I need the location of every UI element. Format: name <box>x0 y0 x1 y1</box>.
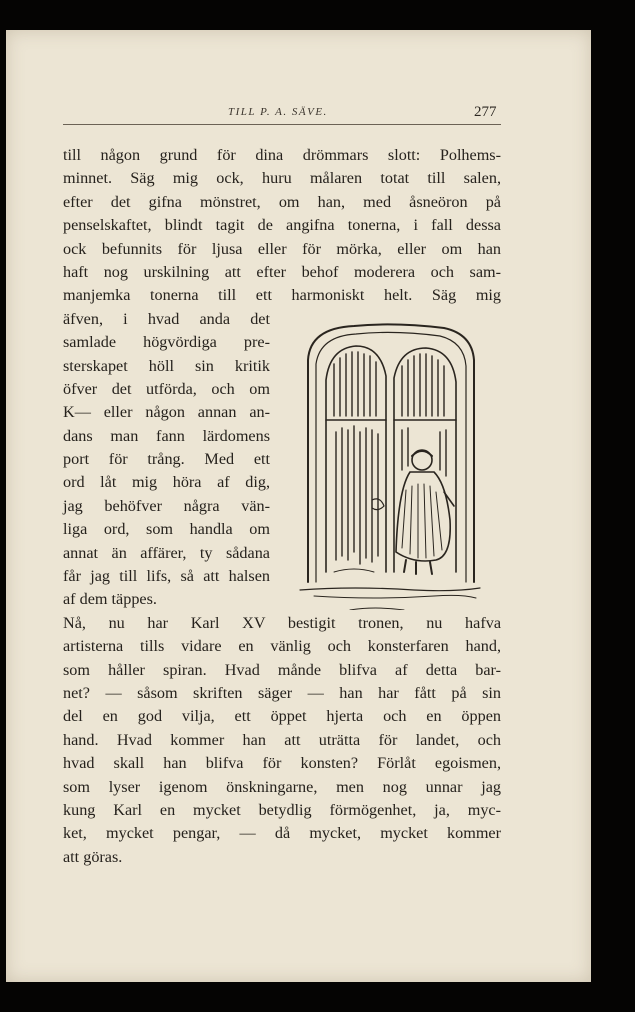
text-line: af dem täppes. <box>63 590 157 609</box>
text-line: öfver det utförda, och om <box>63 379 270 398</box>
text-line: hand. Hvad kommer han att uträtta för landet, och <box>63 730 501 749</box>
text-line: till någon grund för dina drömmars slott: Polhems- <box>63 146 501 164</box>
header-rule <box>63 124 501 125</box>
text-line: haft nog urskilning att efter behof moderera och sam- <box>63 262 501 281</box>
door-sketch-illustration <box>294 320 484 610</box>
text-line: sterskapet höll sin kritik <box>63 356 270 375</box>
text-line: jag behöfver några vän- <box>63 496 270 515</box>
text-line: liga ord, som handla om <box>63 520 270 539</box>
text-line: äfven, i hvad anda det <box>63 309 270 328</box>
text-line: penselskaftet, blindt tagit de angifna tonerna, i fall dessa <box>63 216 501 235</box>
book-page <box>6 30 591 982</box>
text-line: hvad skall han blifva för konsten? Förlåt egoismen, <box>63 754 501 773</box>
text-line: Nå, nu har Karl XV bestigit tronen, nu hafva <box>63 613 501 632</box>
page-header <box>6 30 591 130</box>
running-title: TILL P. A. SÄVE. <box>228 106 328 118</box>
text-line: kung Karl en mycket betydlig förmögenhet, ja, myc- <box>63 800 501 819</box>
text-line: efter det gifna mönstret, om han, med åsneöron på <box>63 192 501 211</box>
text-line: del en god vilja, ett öppet hjerta och en öppen <box>63 707 501 726</box>
text-line: som håller spiran. Hvad månde blifva af detta bar- <box>63 660 501 679</box>
text-line: får jag till lifs, så att halsen <box>63 567 270 586</box>
text-line: som lyser igenom önskningarne, men nog unnar jag <box>63 777 501 796</box>
text-line: dans man fann lärdomens <box>63 426 270 445</box>
text-line: minnet. Säg mig ock, huru målaren totat till salen, <box>63 169 501 188</box>
text-line: net? — såsom skriften säger — han har fått på sin <box>63 683 501 702</box>
text-line: att göras. <box>63 847 123 866</box>
text-line: samlade högvördiga pre- <box>63 333 270 352</box>
text-line: ock befunnits för ljusa eller för mörka, eller om han <box>63 239 501 258</box>
text-line: manjemka tonerna till ett harmoniskt helt. Säg mig <box>63 286 501 305</box>
text-line: port för trång. Med ett <box>63 450 270 469</box>
text-line: annat än affärer, ty sådana <box>63 543 270 562</box>
text-line: ord låt mig höra af dig, <box>63 473 270 492</box>
text-line: ket, mycket pengar, — då mycket, mycket kommer <box>63 824 501 843</box>
text-line: artisterna tills vidare en vänlig och konsterfaren hand, <box>63 637 501 656</box>
text-line: K— eller någon annan an- <box>63 403 270 422</box>
page-number: 277 <box>474 104 497 120</box>
